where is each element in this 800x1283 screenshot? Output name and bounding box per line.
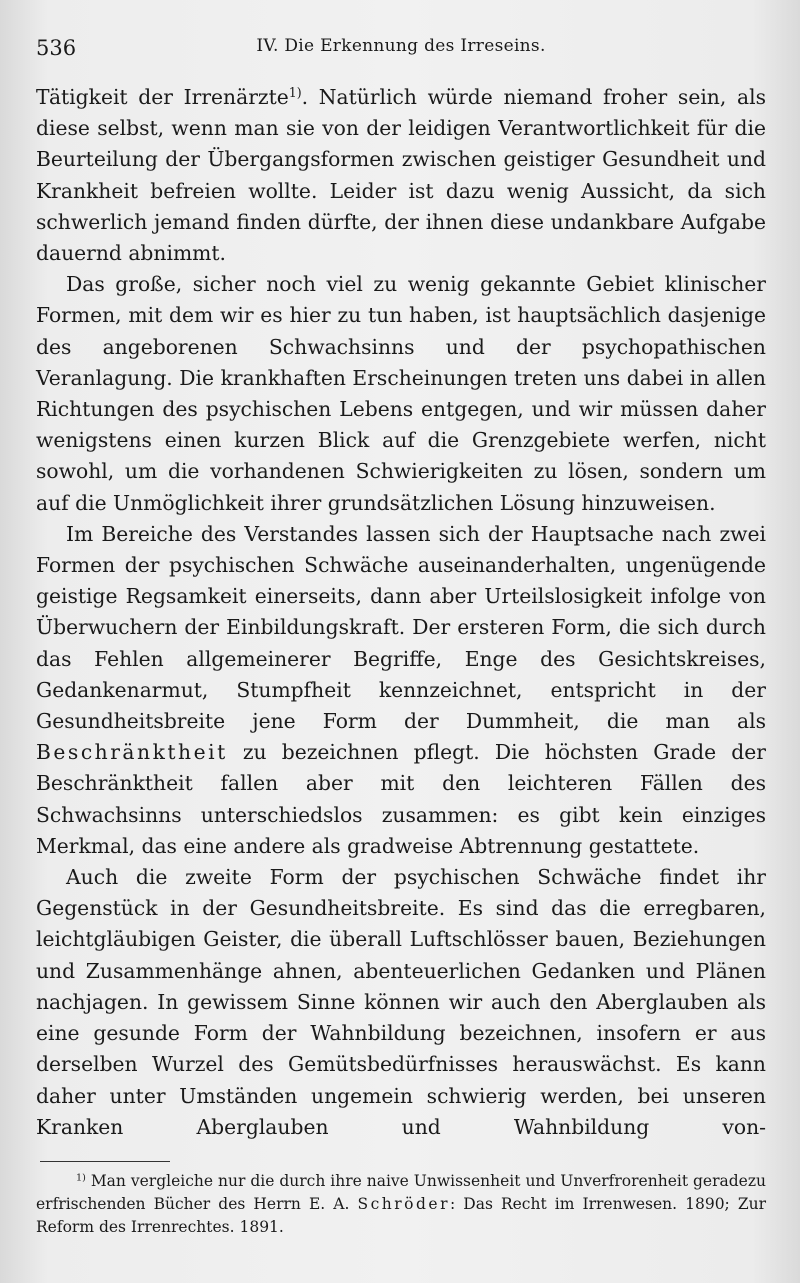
footnote-text-start: Man vergleiche nur die durch ihre naive Unwissenheit und Unverfrorenheit geradezu erfrischenden Bücher des Herrn E. A. (36, 1171, 766, 1213)
paragraph-1 (36, 82, 766, 269)
footnote-marker: 1) (76, 1172, 86, 1184)
footnote-text-rest: : Das Recht im Irrenwesen. 1890; Zur Reform des Irrenrechtes. 1891. (36, 1194, 767, 1236)
paragraph-3-rest: zu bezeichnen pflegt. Die höchsten Grade der Beschränktheit fallen aber mit den leichteren Fällen des Schwachsinns unterschiedslos zusammen: es gibt kein einziges Merkmal, das eine andere als gradweise Abtrennung gestattete. (36, 740, 766, 858)
main-text (36, 82, 766, 1143)
paragraph-1-rest: . Natürlich würde niemand froher sein, als diese selbst, wenn man sie von der leidigen Verantwortlichkeit für die Beurteilung der Übergangsformen zwischen geistiger Gesundheit und Krankheit befreien wollte. Leider ist dazu wenig Aussicht, da sich schwerlich jemand finden dürfte, der ihnen diese undankbare Aufgabe dauernd abnimmt. (36, 85, 766, 266)
page-number: 536 (36, 36, 77, 60)
footnote-reference: 1) (288, 85, 302, 101)
footnote-divider (40, 1161, 170, 1162)
running-head: IV. Die Erkennung des Irreseins. (256, 36, 546, 56)
paragraph-4: Auch die zweite Form der psychischen Schwäche findet ihr Gegenstück in der Gesundheitsbreite. Es sind das die erregbaren, leichtgläubigen Geister, die überall Luftschlösser bauen, Beziehungen und Zusammenhänge ahnen, abenteuerlichen Gedanken und Plänen nachjagen. In gewissem Sinne können wir auch den Aberglauben als eine gesunde Form der Wahnbildung bezeichnen, insofern er aus derselben Wurzel des Gemütsbedürfnisses herauswächst. Es kann daher unter Umständen ungemein schwierig werden, bei unseren Kranken Aberglauben und Wahnbildung von- (36, 865, 766, 1139)
paragraph-2: Das große, sicher noch viel zu wenig gekannte Gebiet klinischer Formen, mit dem wir es hier zu tun haben, ist hauptsächlich dasjenige des angeborenen Schwachsinns und der psychopathischen Veranlagung. Die krankhaften Erscheinungen treten uns dabei in allen Richtungen des psychischen Lebens entgegen, und wir müssen daher wenigstens einen kurzen Blick auf die Grenzgebiete werfen, nicht sowohl, um die vorhandenen Schwierigkeiten zu lösen, sondern um auf die Unmöglichkeit ihrer grundsätzlichen Lösung hinzuweisen. (36, 272, 766, 515)
paragraph-1-start: Tätigkeit der Irrenärzte (36, 85, 289, 109)
emphasized-term: Beschränktheit (36, 740, 228, 765)
paragraph-3 (36, 519, 766, 862)
footnote (36, 1170, 766, 1239)
page-header (36, 30, 766, 70)
footnote-author: Schröder (357, 1194, 450, 1213)
paragraph-3-start: Im Bereiche des Verstandes lassen sich der Hauptsache nach zwei Formen der psychischen Schwäche auseinanderhalten, ungenügende geistige Regsamkeit einerseits, dann aber Urteilslosigkeit infolge von Überwuchern der Einbildungskraft. Der ersteren Form, die sich durch das Fehlen allgemeinerer Begriffe, Enge des Gesichtskreises, Gedankenarmut, Stumpfheit kennzeichnet, entspricht in der Gesundheitsbreite jene Form der Dummheit, die man als (36, 521, 766, 734)
